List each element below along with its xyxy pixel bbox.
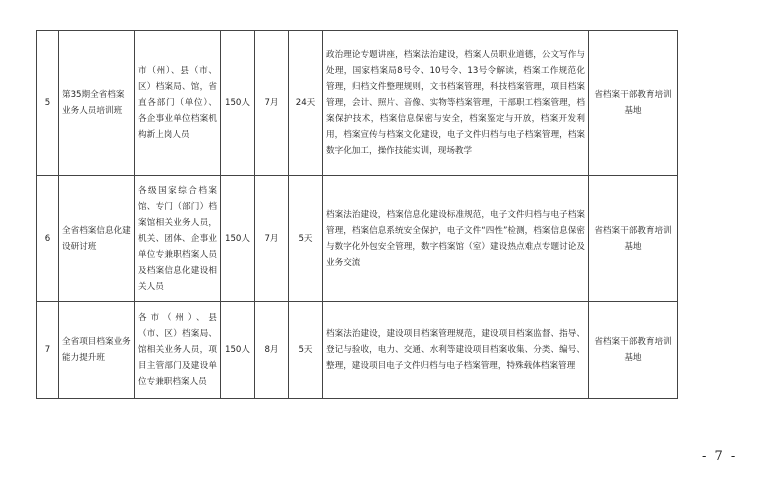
training-month: 8月 [255,302,289,399]
training-schedule-table [36,30,678,399]
page-number: - 7 - [702,449,738,464]
training-content: 政治理论专题讲座，档案法治建设，档案人员职业道德，公文写作与处理，国家档案局8号令、10号令、13号令解读，档案工作规范化管理，归档文件整理规则，文书档案管理，科技档案管理，项目档案管理，会计、照片、音像、实物等档案管理，干部职工档案管理，档案保护技术，档案信息保密与安全，档案鉴定与开放，档案开发利用，档案宣传与档案文化建设，电子文件归档与电子档案管理，档案数字化加工，操作技能实训，现场教学 [323,31,589,176]
training-location: 省档案干部教育培训基地 [589,302,678,399]
training-days: 5天 [289,176,323,302]
table-row [37,31,678,176]
course-name: 全省项目档案业务能力提升班 [59,302,135,399]
participant-count: 150人 [221,176,255,302]
course-name: 全省档案信息化建设研讨班 [59,176,135,302]
course-name: 第35期全省档案业务人员培训班 [59,31,135,176]
training-content: 档案法治建设，建设项目档案管理规范，建设项目档案监督、指导、登记与验收，电力、交通、水利等建设项目档案收集、分类、编号、整理，建设项目电子文件归档与电子档案管理，特殊载体档案管理 [323,302,589,399]
training-days: 5天 [289,302,323,399]
training-target: 各级国家综合档案馆、专门（部门）档案馆相关业务人员，机关、团体、企事业单位专兼职档案人员及档案信息化建设相关人员 [135,176,221,302]
training-location: 省档案干部教育培训基地 [589,176,678,302]
training-days: 24天 [289,31,323,176]
participant-count: 150人 [221,302,255,399]
table-row [37,176,678,302]
training-location: 省档案干部教育培训基地 [589,31,678,176]
training-content: 档案法治建设，档案信息化建设标准规范，电子文件归档与电子档案管理，档案信息系统安全保护，电子文件“四性”检测，档案信息保密与数字化外包安全管理，数字档案馆（室）建设热点难点专题讨论及业务交流 [323,176,589,302]
training-month: 7月 [255,31,289,176]
row-number: 6 [37,176,59,302]
training-target: 市（州）、县（市、区）档案局、馆，省直各部门（单位）、各企事业单位档案机构新上岗人员 [135,31,221,176]
training-month: 7月 [255,176,289,302]
training-target: 各市（州）、县（市、区）档案局、馆相关业务人员，项目主管部门及建设单位专兼职档案人员 [135,302,221,399]
table-row [37,302,678,399]
row-number: 5 [37,31,59,176]
participant-count: 150人 [221,31,255,176]
row-number: 7 [37,302,59,399]
